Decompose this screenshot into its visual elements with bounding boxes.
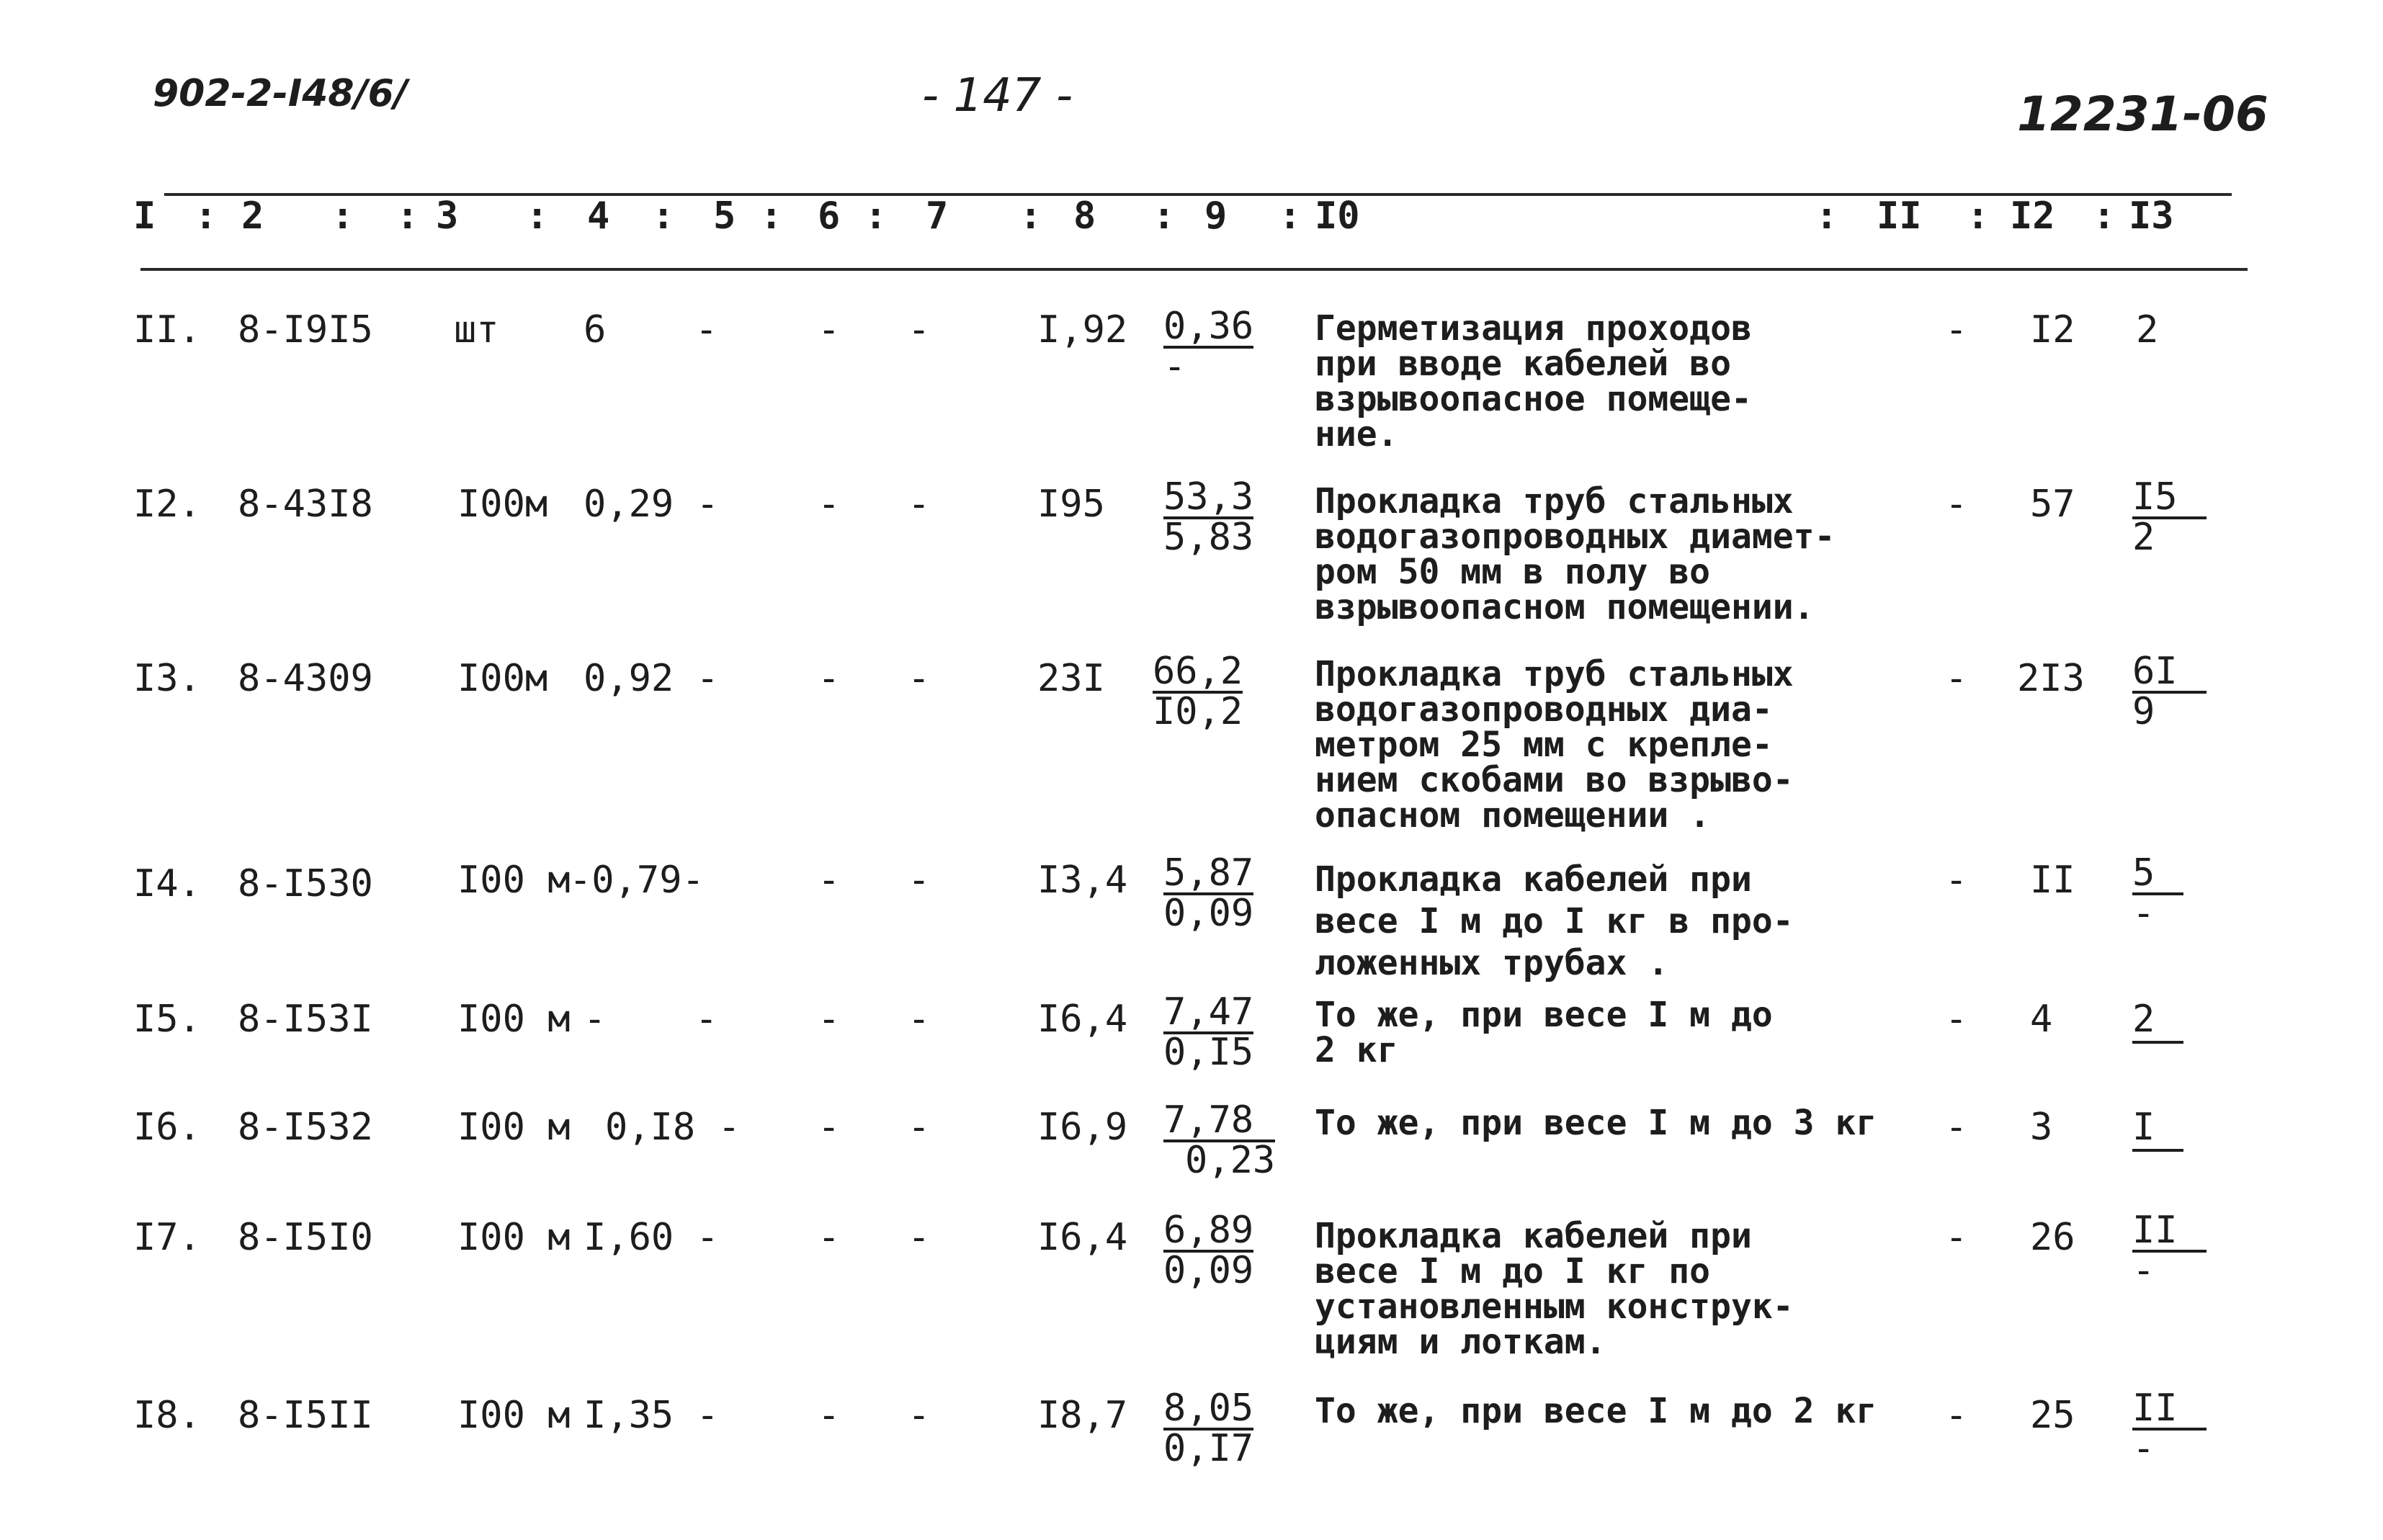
description-line: Прокладка труб стальных	[1315, 481, 1794, 521]
unit-cost: I,92	[1037, 308, 1128, 352]
row-number: I5.	[133, 998, 201, 1041]
col6: -	[818, 1106, 841, 1149]
description-line: взрывоопасном помещении.	[1315, 587, 1815, 627]
unit-cost: 23I	[1037, 657, 1105, 700]
fraction-denominator: 0,09	[1163, 1249, 1254, 1292]
column-separator: :	[1967, 194, 1990, 238]
column-header-13: I3	[2129, 194, 2174, 238]
quantity: -0,79-	[569, 859, 705, 902]
work-description	[1315, 1103, 1877, 1143]
col11: -	[1945, 1394, 1968, 1437]
fraction-numerator: 7,47	[1163, 990, 1254, 1034]
work-description	[1315, 654, 1794, 836]
wage-fraction	[1163, 990, 1254, 1074]
column-header-2: 2	[241, 194, 264, 238]
col11: -	[1945, 483, 1968, 526]
col12: II	[2030, 859, 2075, 902]
col13	[2132, 998, 2183, 1044]
unit: I00 м	[457, 1216, 571, 1259]
quantity: 6	[584, 308, 607, 352]
description-line: опасном помещении .	[1315, 795, 1711, 836]
col6: -	[818, 483, 841, 526]
work-description	[1315, 859, 1794, 984]
column-separator: :	[1153, 194, 1176, 238]
work-description	[1315, 481, 1836, 627]
col5: -	[695, 998, 718, 1041]
col7: -	[908, 308, 931, 352]
col13-fraction	[2132, 650, 2207, 733]
unit: I00м	[457, 657, 548, 700]
fraction-numerator: 7,78	[1163, 1102, 1275, 1142]
fraction-numerator: 0,36	[1163, 305, 1254, 348]
work-description	[1315, 995, 1773, 1070]
row-number: I3.	[133, 657, 201, 700]
col6: -	[818, 657, 841, 700]
fraction-numerator: 6,89	[1163, 1209, 1254, 1252]
column-separator: :	[331, 194, 354, 238]
col13: 2	[2136, 308, 2159, 352]
unit: I00 м	[457, 1106, 571, 1149]
description-line: ром 50 мм в полу во	[1315, 552, 1711, 592]
col7: -	[908, 657, 931, 700]
wage-fraction	[1163, 1098, 1276, 1182]
column-separator: :	[2093, 194, 2116, 238]
description-line: Прокладка кабелей при	[1315, 859, 1752, 900]
description-line: То же, при весе I м до	[1315, 995, 1773, 1035]
norm-code: 8-I5I0	[238, 1216, 373, 1259]
row-number: I8.	[133, 1394, 201, 1437]
norm-code: 8-I532	[238, 1106, 373, 1149]
col11: -	[1945, 1106, 1968, 1149]
wage-fraction	[1163, 1387, 1254, 1470]
unit-cost: I6,4	[1037, 998, 1128, 1041]
col6: -	[818, 1216, 841, 1259]
fraction-numerator: 6I	[2132, 653, 2207, 694]
quantity: 0,I8 -	[605, 1106, 741, 1149]
norm-code: 8-43I8	[238, 483, 373, 526]
col13-fraction	[2132, 475, 2207, 559]
fraction-numerator: II	[2132, 1390, 2207, 1431]
quantity: I,60 -	[584, 1216, 719, 1259]
column-header-7: 7	[926, 194, 949, 238]
col12: 3	[2030, 1106, 2053, 1149]
description-line: водогазопроводных диа-	[1315, 689, 1773, 730]
unit-cost: I95	[1037, 483, 1105, 526]
wage-fraction	[1163, 305, 1254, 388]
fraction-numerator: 66,2	[1153, 650, 1243, 693]
description-line: То же, при весе I м до 3 кг	[1315, 1103, 1877, 1143]
fraction-denominator: 0,23	[1185, 1139, 1276, 1182]
norm-code: 8-I530	[238, 862, 373, 905]
description-line: при вводе кабелей во	[1315, 344, 1731, 384]
wage-fraction	[1163, 475, 1254, 559]
unit: I00 м	[457, 998, 571, 1041]
unit: I00 м	[457, 859, 571, 902]
fraction-denominator: 5,83	[1163, 516, 1254, 559]
work-description	[1315, 1391, 1877, 1431]
quantity: 0,29 -	[584, 483, 719, 526]
col6: -	[818, 308, 841, 352]
column-header-4: 4	[587, 194, 610, 238]
description-line: 2 кг	[1315, 1030, 1398, 1070]
description-line: То же, при весе I м до 2 кг	[1315, 1391, 1877, 1431]
column-header-1: I	[133, 194, 156, 238]
column-header-8: 8	[1073, 194, 1096, 238]
unit-cost: I6,9	[1037, 1106, 1128, 1149]
quantity: -	[584, 998, 607, 1041]
col6: -	[818, 859, 841, 902]
description-line: Прокладка кабелей при	[1315, 1216, 1752, 1256]
fraction-denominator: -	[2132, 1427, 2155, 1470]
quantity: 0,92 -	[584, 657, 719, 700]
unit: I00м	[457, 483, 548, 526]
fraction-numerator: 5	[2132, 855, 2183, 895]
fraction-denominator: 0,I5	[1163, 1031, 1254, 1074]
unit-cost: I3,4	[1037, 859, 1128, 902]
unit: I00 м	[457, 1394, 571, 1437]
description-line: метром 25 мм с крепле-	[1315, 725, 1773, 765]
description-line: взрывоопасное помеще-	[1315, 379, 1752, 419]
col13-fraction	[2132, 1387, 2207, 1470]
column-separator: :	[1815, 194, 1838, 238]
quantity: I,35 -	[584, 1394, 719, 1437]
row-number: I2.	[133, 483, 201, 526]
norm-code: 8-I9I5	[238, 308, 373, 352]
fraction-denominator: 9	[2132, 690, 2155, 733]
col11: -	[1945, 859, 1968, 902]
col7: -	[908, 1216, 931, 1259]
fraction-denominator: 0,I7	[1163, 1427, 1254, 1470]
column-separator: :	[1279, 194, 1302, 238]
col12: 4	[2030, 998, 2053, 1041]
col5: -	[695, 308, 718, 352]
row-number: I6.	[133, 1106, 201, 1149]
fraction-denominator: 0,09	[1163, 892, 1254, 935]
column-separator: :	[396, 194, 419, 238]
col13	[2132, 1106, 2183, 1152]
col11: -	[1945, 998, 1968, 1041]
fraction-numerator: 53,3	[1163, 475, 1254, 519]
column-separator: :	[526, 194, 549, 238]
column-header-3: 3	[436, 194, 459, 238]
col11: -	[1945, 1216, 1968, 1259]
description-line: ние.	[1315, 414, 1398, 455]
col13-fraction	[2132, 851, 2183, 935]
wage-fraction	[1163, 851, 1254, 935]
description-line: нием скобами во взрыво-	[1315, 760, 1794, 800]
description-line: весе I м до I кг в про-	[1315, 901, 1794, 941]
fraction-denominator: I0,2	[1153, 690, 1243, 733]
column-header-6: 6	[818, 194, 841, 238]
description-line: Прокладка труб стальных	[1315, 654, 1794, 694]
row-number: I7.	[133, 1216, 201, 1259]
column-separator: :	[864, 194, 888, 238]
unit-cost: I8,7	[1037, 1394, 1128, 1437]
table-header-rule	[140, 268, 2248, 271]
fraction-denominator: -	[2132, 1249, 2155, 1292]
document-code: 902-2-I48/6/	[153, 72, 408, 115]
description-line: циям и лоткам.	[1315, 1322, 1606, 1362]
fraction-denominator: 2	[2132, 516, 2155, 559]
work-description	[1315, 308, 1752, 455]
col12: 26	[2030, 1216, 2075, 1259]
fraction-numerator: 5,87	[1163, 851, 1254, 895]
col12: 57	[2030, 483, 2075, 526]
description-line: весе I м до I кг по	[1315, 1251, 1711, 1291]
unit-cost: I6,4	[1037, 1216, 1128, 1259]
col11: -	[1945, 657, 1968, 700]
description-line: установленным конструк-	[1315, 1286, 1794, 1327]
column-header-11: II	[1877, 194, 1922, 238]
col7: -	[908, 1106, 931, 1149]
column-header-10: I0	[1315, 194, 1360, 238]
description-line: Герметизация проходов	[1315, 308, 1752, 349]
fraction-denominator: -	[2132, 892, 2155, 935]
page-number: - 147 -	[922, 69, 1073, 122]
col7: -	[908, 859, 931, 902]
fraction-numerator: 8,05	[1163, 1387, 1254, 1430]
col6: -	[818, 1394, 841, 1437]
column-header-12: I2	[2010, 194, 2055, 238]
wage-fraction	[1163, 1209, 1254, 1292]
col13-value: I	[2132, 1106, 2183, 1152]
col13-value: 2	[2132, 998, 2183, 1044]
column-separator: :	[652, 194, 675, 238]
norm-code: 8-4309	[238, 657, 373, 700]
sheet-number: 12231-06	[2017, 86, 2268, 142]
description-line: ложенных трубах .	[1315, 943, 1669, 983]
col11: -	[1945, 308, 1968, 352]
wage-fraction	[1153, 650, 1243, 733]
unit: шт	[454, 308, 499, 352]
row-number: I4.	[133, 862, 201, 905]
column-separator: :	[760, 194, 783, 238]
norm-code: 8-I53I	[238, 998, 373, 1041]
fraction-denominator: -	[1163, 345, 1186, 388]
col7: -	[908, 1394, 931, 1437]
column-header-5: 5	[713, 194, 736, 238]
col12: I2	[2030, 308, 2075, 352]
col7: -	[908, 998, 931, 1041]
norm-code: 8-I5II	[238, 1394, 373, 1437]
col13-fraction	[2132, 1209, 2207, 1292]
fraction-numerator: II	[2132, 1212, 2207, 1253]
description-line: водогазопроводных диамет-	[1315, 516, 1836, 557]
row-number: II.	[133, 308, 201, 352]
col12: 2I3	[2017, 657, 2085, 700]
work-description	[1315, 1216, 1794, 1362]
column-separator: :	[1019, 194, 1042, 238]
col6: -	[818, 998, 841, 1041]
fraction-numerator: I5	[2132, 479, 2207, 519]
column-separators: :	[195, 194, 218, 238]
col12: 25	[2030, 1394, 2075, 1437]
column-header-9: 9	[1204, 194, 1228, 238]
col7: -	[908, 483, 931, 526]
